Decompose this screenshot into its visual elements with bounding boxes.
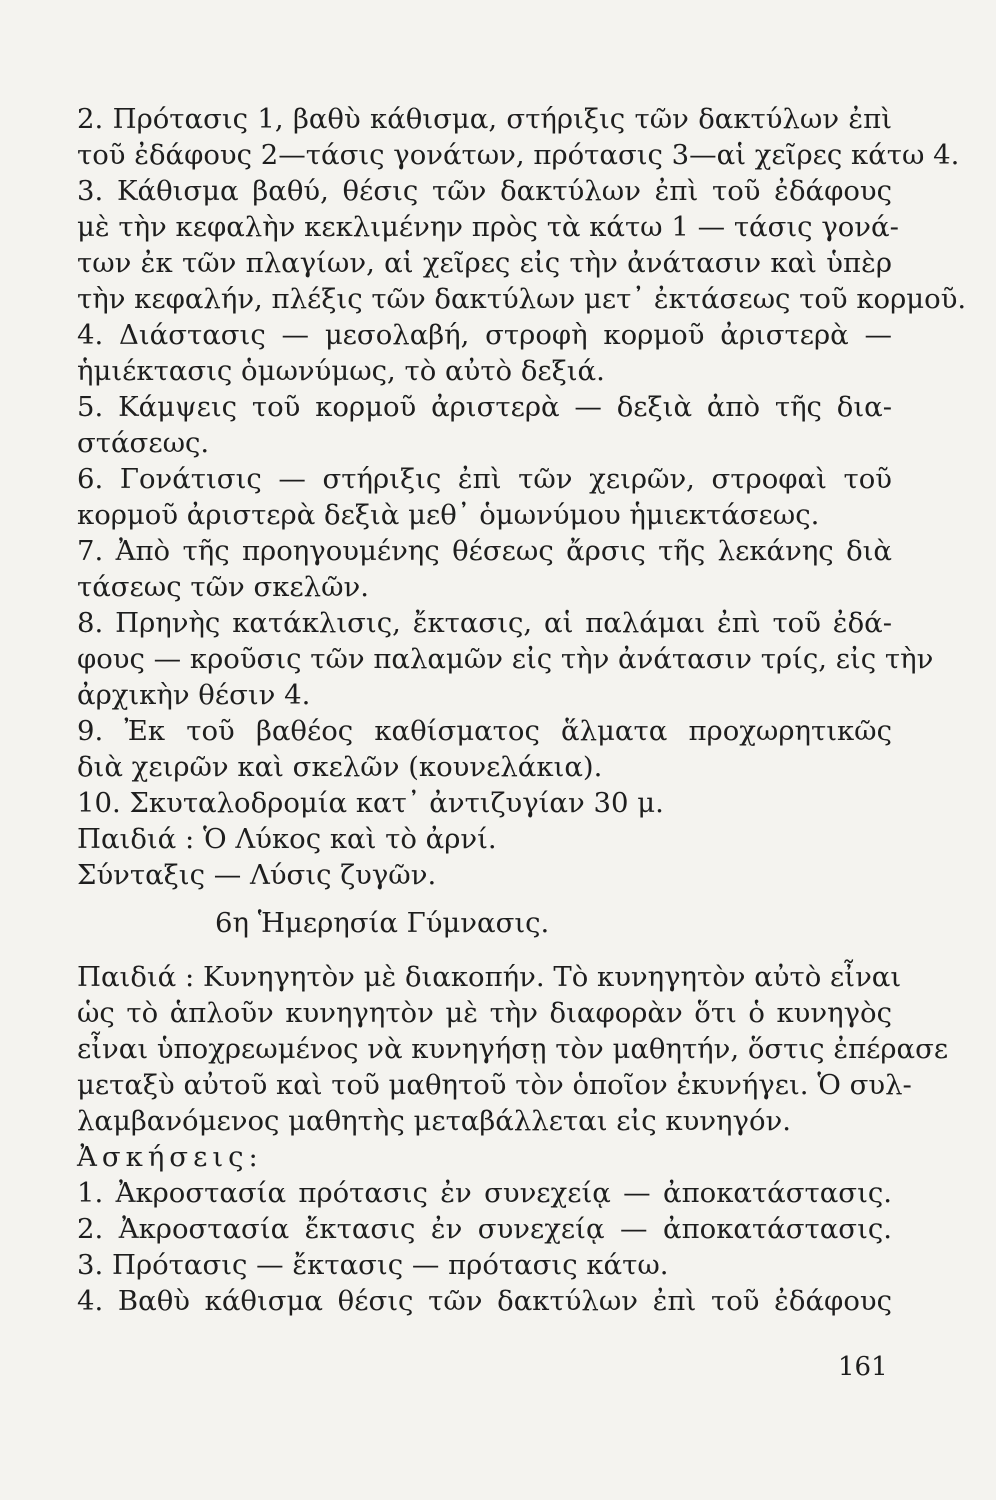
text-line: διὰ χειρῶν καὶ σκελῶν (κουνελάκια). <box>77 751 603 783</box>
text-line: τοῦ ἐδάφους 2—τάσις γονάτων, πρότασις 3—αἱ χεῖρες κάτω 4. <box>77 139 960 171</box>
text-line: κορμοῦ ἀριστερὰ δεξιὰ μεθ᾽ ὁμωνύμου ἡμιεκτάσεως. <box>77 499 820 531</box>
text-line: 8. Πρηνὴς κατάκλισις, ἔκτασις, αἱ παλάμαι ἐπὶ τοῦ ἐδά- <box>77 607 892 639</box>
text-line: 1. Ἀκροστασία πρότασις ἐν συνεχείᾳ — ἀποκατάστασις. <box>77 1177 892 1209</box>
text-line: 4. Διάστασις — μεσολαβή, στροφὴ κορμοῦ ἀριστερὰ — <box>77 319 892 351</box>
text-line: 5. Κάμψεις τοῦ κορμοῦ ἀριστερὰ — δεξιὰ ἀπὸ τῆς δια- <box>77 391 892 423</box>
text-line: λαμβανόμενος μαθητὴς μεταβάλλεται εἰς κυνηγόν. <box>77 1105 791 1137</box>
text-line: 7. Ἀπὸ τῆς προηγουμένης θέσεως ἄρσις τῆς λεκάνης διὰ <box>77 535 892 567</box>
text-line: μεταξὺ αὐτοῦ καὶ τοῦ μαθητοῦ τὸν ὁποῖον ἐκυνήγει. Ὁ συλ- <box>77 1069 912 1101</box>
page-body-text <box>77 101 967 1319</box>
text-line: 9. Ἐκ τοῦ βαθέος καθίσματος ἅλματα προχωρητικῶς <box>77 715 892 747</box>
exercises-title: Ἀσκήσεις: <box>77 1141 263 1173</box>
text-line: μὲ τὴν κεφαλὴν κεκλιμένην πρὸς τὰ κάτω 1 — τάσις γονά- <box>77 211 899 243</box>
text-line: Παιδιά : Ὁ Λύκος καὶ τὸ ἀρνί. <box>77 823 497 855</box>
text-line: φους — κροῦσις τῶν παλαμῶν εἰς τὴν ἀνάτασιν τρίς, εἰς τὴν <box>77 643 934 675</box>
text-line: ὡς τὸ ἁπλοῦν κυνηγητὸν μὲ τὴν διαφορὰν ὅτι ὁ κυνηγὸς <box>77 997 892 1029</box>
text-line: 2. Ἀκροστασία ἔκτασις ἐν συνεχείᾳ — ἀποκατάστασις. <box>77 1213 892 1245</box>
text-line: τὴν κεφαλήν, πλέξις τῶν δακτύλων μετ᾽ ἐκτάσεως τοῦ κορμοῦ. <box>77 283 967 315</box>
text-line: εἶναι ὑποχρεωμένος νὰ κυνηγήσῃ τὸν μαθητήν, ὅστις ἐπέρασε <box>77 1033 949 1065</box>
text-line: Σύνταξις — Λύσις ζυγῶν. <box>77 859 437 891</box>
text-line: 3. Πρότασις — ἔκτασις — πρότασις κάτω. <box>77 1249 669 1281</box>
text-line: των ἐκ τῶν πλαγίων, αἱ χεῖρες εἰς τὴν ἀνάτασιν καὶ ὑπὲρ <box>77 247 892 279</box>
text-line: 10. Σκυταλοδρομία κατ᾽ ἀντιζυγίαν 30 μ. <box>77 787 664 819</box>
text-line: τάσεως τῶν σκελῶν. <box>77 571 369 603</box>
text-line: στάσεως. <box>77 427 210 459</box>
page-number: 161 <box>838 1352 888 1382</box>
text-line: ἀρχικὴν θέσιν 4. <box>77 679 311 711</box>
text-line: Παιδιά : Κυνηγητὸν μὲ διακοπήν. Τὸ κυνηγητὸν αὐτὸ εἶναι <box>77 961 902 993</box>
text-line: 3. Κάθισμα βαθύ, θέσις τῶν δακτύλων ἐπὶ τοῦ ἐδάφους <box>77 175 892 207</box>
section-heading: 6η Ἡμερησία Γύμνασις. <box>215 907 550 939</box>
text-line: 6. Γονάτισις — στήριξις ἐπὶ τῶν χειρῶν, στροφαὶ τοῦ <box>77 463 892 495</box>
text-line: ἡμιέκτασις ὁμωνύμως, τὸ αὐτὸ δεξιά. <box>77 355 605 387</box>
text-line: 4. Βαθὺ κάθισμα θέσις τῶν δακτύλων ἐπὶ τοῦ ἐδάφους <box>77 1285 892 1317</box>
text-line: 2. Πρότασις 1, βαθὺ κάθισμα, στήριξις τῶν δακτύλων ἐπὶ <box>77 103 892 135</box>
